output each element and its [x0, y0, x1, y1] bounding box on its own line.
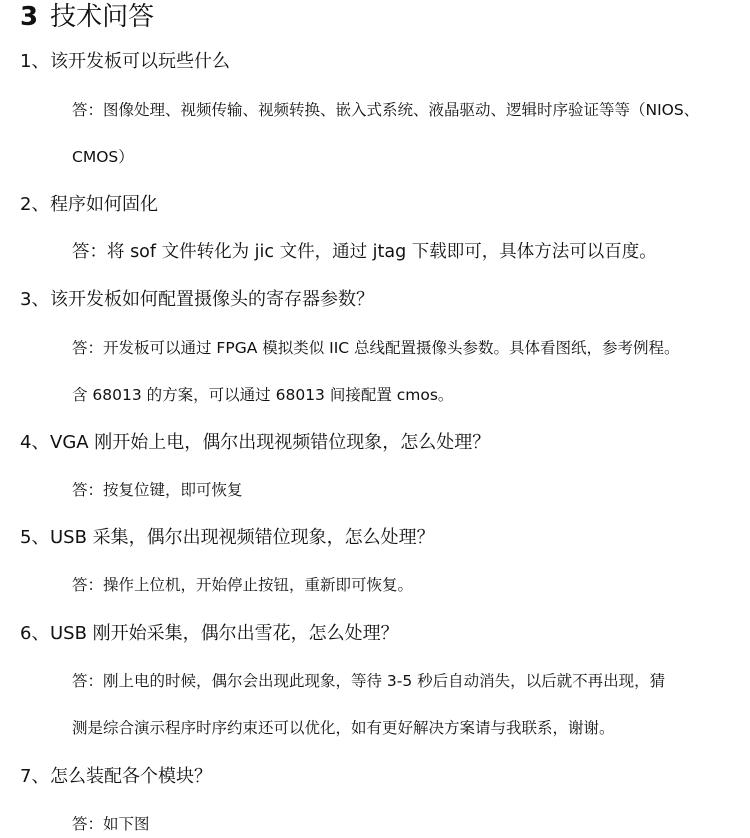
question-6 — [20, 620, 399, 648]
question-number: 5、 — [20, 527, 50, 548]
answer-2-line-1: 答：将 sof 文件转化为 jic 文件，通过 jtag 下载即可，具体方法可以百度。 — [72, 242, 657, 262]
question-text: 该开发板可以玩些什么 — [50, 51, 230, 72]
answer-6-line-1: 答：刚上电的时候，偶尔会出现此现象，等待 3-5 秒后自动消失，以后就不再出现，猜 — [72, 672, 666, 690]
question-number: 7、 — [20, 766, 50, 787]
question-4 — [20, 429, 490, 457]
question-text: USB 刚开始采集，偶尔出雪花，怎么处理？ — [50, 623, 399, 644]
section-heading — [20, 0, 154, 34]
answer-1-line-2: CMOS） — [72, 148, 134, 166]
question-number: 3、 — [20, 289, 50, 310]
answer-3-line-1: 答：开发板可以通过 FPGA 模拟类似 IIC 总线配置摄像头参数。具体看图纸，参考例程。 — [72, 339, 680, 357]
question-3 — [20, 286, 374, 314]
answer-1-line-1: 答：图像处理、视频传输、视频转换、嵌入式系统、液晶驱动、逻辑时序验证等等（NIOS、 — [72, 101, 700, 119]
section-number: 3 — [20, 2, 39, 32]
answer-7-line-1: 答：如下图 — [72, 815, 150, 833]
question-1 — [20, 48, 230, 76]
question-number: 4、 — [20, 432, 50, 453]
question-5 — [20, 524, 435, 552]
answer-4-line-1: 答：按复位键，即可恢复 — [72, 481, 243, 499]
answer-5-line-1: 答：操作上位机，开始停止按钮，重新即可恢复。 — [72, 576, 414, 594]
question-number: 6、 — [20, 623, 50, 644]
question-text: 怎么装配各个模块？ — [50, 766, 212, 787]
question-2 — [20, 191, 158, 219]
answer-3-line-2: 含 68013 的方案，可以通过 68013 间接配置 cmos。 — [72, 386, 454, 404]
question-text: 该开发板如何配置摄像头的寄存器参数？ — [50, 289, 374, 310]
question-number: 2、 — [20, 194, 50, 215]
question-text: USB 采集，偶尔出现视频错位现象，怎么处理？ — [50, 527, 435, 548]
section-title-text: 技术问答 — [50, 2, 155, 32]
question-7 — [20, 763, 212, 791]
question-number: 1、 — [20, 51, 50, 72]
question-text: VGA 刚开始上电，偶尔出现视频错位现象，怎么处理？ — [50, 432, 491, 453]
answer-6-line-2: 测是综合演示程序时序约束还可以优化，如有更好解决方案请与我联系，谢谢。 — [72, 719, 615, 737]
question-text: 程序如何固化 — [50, 194, 158, 215]
